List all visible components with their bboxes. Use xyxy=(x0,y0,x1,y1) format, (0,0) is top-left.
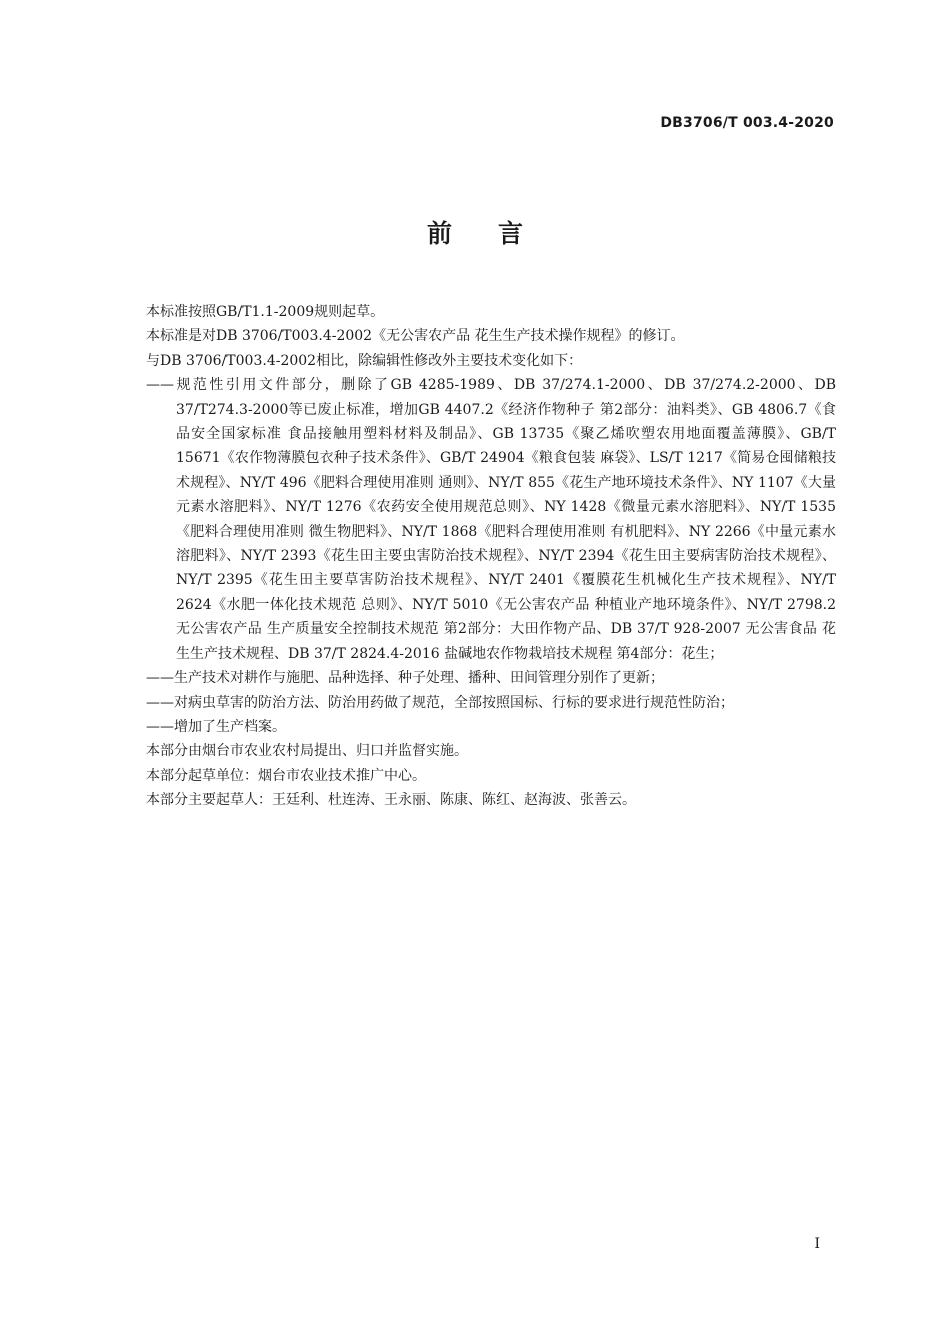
page-number: I xyxy=(814,1236,820,1252)
document-code: DB3706/T 003.4-2020 xyxy=(660,115,834,131)
page-title: 前言 xyxy=(426,219,569,248)
paragraph-proposer: 本部分由烟台市农业农村局提出、归口并监督实施。 xyxy=(146,743,468,760)
paragraph-drafters: 本部分主要起草人：王廷利、杜连涛、王永丽、陈康、陈红、赵海波、张善云。 xyxy=(146,792,636,809)
list-item-production-tech: ——生产技术对耕作与施肥、品种选择、种子处理、播种、田间管理分别作了更新； xyxy=(146,670,664,687)
list-item-references: ——规范性引用文件部分，删除了GB 4285-1989、DB 37/274.1-2000、DB 37/274.2-2000、DB 37/T274.3-2000等已废止标准，增加GB 4407.2《经济作物种子 第2部分：油料类》、GB 4806.7《食品安全国家标准 食品接触用塑料材料及制品》、GB 13735《聚乙烯吹塑农用地面覆盖薄膜》、GB/T 15671《农作物薄膜包衣种子技术条件》、GB/T 24904《粮食包装 麻袋》、LS/T 1217《简易仓囤储粮技术规程》、NY/T 496《肥料合理使用准则 通则》、NY/T 855《花生产地环境技术条件》、NY 1107《大量元素水溶肥料》、NY/T 1276《农药安全使用规范总则》、NY 1428《微量元素水溶肥料》、NY/T 1535《肥料合理使用准则 微生物肥料》、NY/T 1868《肥料合理使用准则 有机肥料》、NY 2266《中量元素水溶肥料》、NY/T 2393《花生田主要虫害防治技术规程》、NY/T 2394《花生田主要病害防治技术规程》、NY/T 2395《花生田主要草害防治技术规程》、NY/T 2401《覆膜花生机械化生产技术规程》、NY/T 2624《水肥一体化技术规范 总则》、NY/T 5010《无公害农产品 种植业产地环境条件》、NY/T 2798.2 无公害农产品 生产质量安全控制技术规范 第2部分：大田作物产品、DB 37/T 928-2007 无公害食品 花生生产技术规程、DB 37/T 2824.4-2016 盐碱地农作物栽培技术规程 第4部分：花生； xyxy=(146,377,836,662)
paragraph-revision-note: 本标准是对DB 3706/T003.4-2002《无公害农产品 花生生产技术操作规程》的修订。 xyxy=(146,328,685,345)
paragraph-drafting-rule: 本标准按照GB/T1.1-2009规则起草。 xyxy=(146,304,385,320)
paragraph-changes-intro: 与DB 3706/T003.4-2002相比，除编辑性修改外主要技术变化如下： xyxy=(146,352,583,369)
list-item-archives: ——增加了生产档案。 xyxy=(146,718,286,735)
document-body xyxy=(146,300,836,813)
list-item-pest-control: ——对病虫草害的防治方法、防治用药做了规范，全部按照国标、行标的要求进行规范性防治； xyxy=(146,694,734,711)
paragraph-drafting-unit: 本部分起草单位：烟台市农业技术推广中心。 xyxy=(146,767,426,784)
